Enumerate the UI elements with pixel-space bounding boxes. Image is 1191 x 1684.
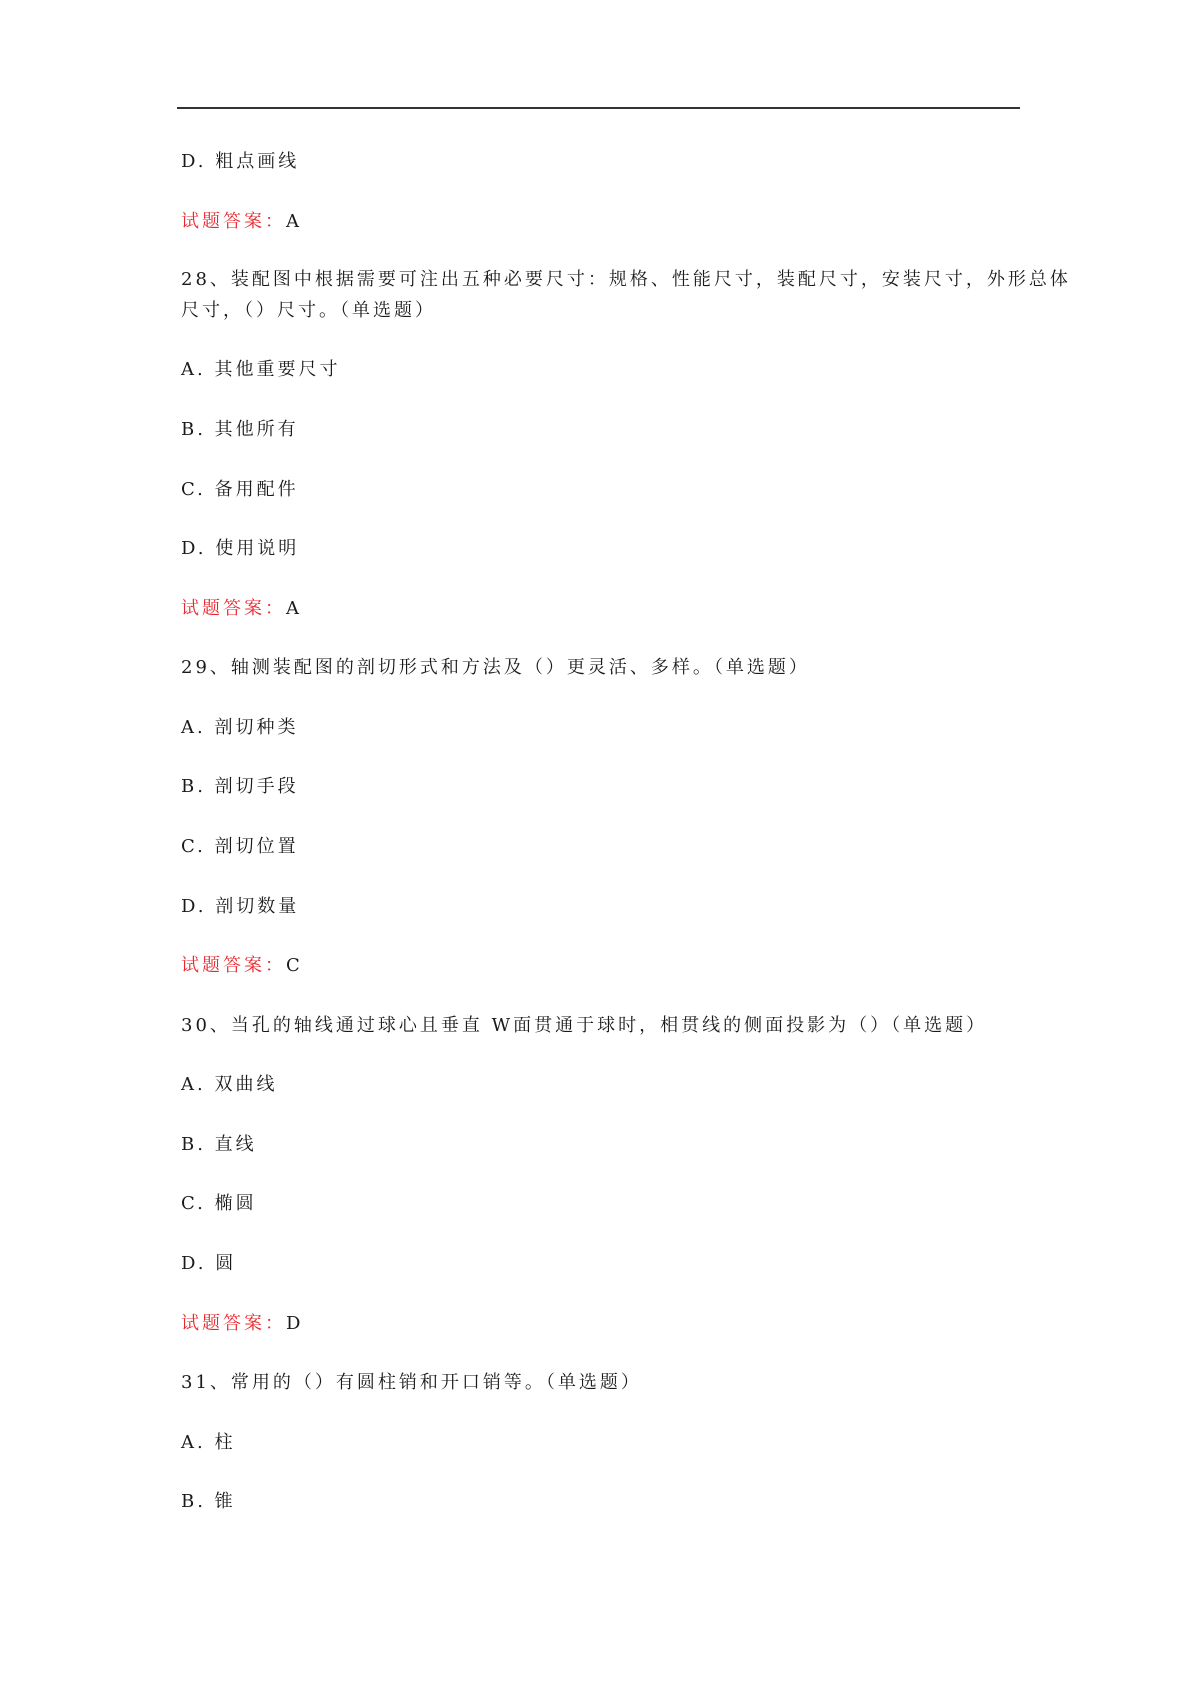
answer-label: 试题答案： <box>181 211 286 232</box>
option-line: B. 剖切手段 <box>181 776 299 797</box>
option-line: D. 剖切数量 <box>181 896 300 917</box>
answer-line <box>181 1312 303 1336</box>
option-line: B. 锥 <box>181 1491 236 1512</box>
option-line: B. 直线 <box>181 1134 257 1155</box>
option-line: A. 其他重要尺寸 <box>181 359 341 380</box>
answer-line <box>181 210 302 234</box>
question-line: 28、装配图中根据需要可注出五种必要尺寸：规格、性能尺寸，装配尺寸，安装尺寸，外形总体 <box>181 269 1071 290</box>
option-line: B. 其他所有 <box>181 419 299 440</box>
question-line: 29、轴测装配图的剖切形式和方法及（）更灵活、多样。（单选题） <box>181 657 810 678</box>
answer-label: 试题答案： <box>181 955 286 976</box>
option-line: A. 剖切种类 <box>181 717 299 738</box>
answer-line <box>181 954 303 978</box>
option-line: D. 使用说明 <box>181 538 300 559</box>
option-line: D. 粗点画线 <box>181 151 300 172</box>
answer-value: A <box>286 211 302 232</box>
option-line: C. 剖切位置 <box>181 836 299 857</box>
question-line-continued: 尺寸，（）尺寸。（单选题） <box>181 300 436 321</box>
question-line: 31、常用的（）有圆柱销和开口销等。（单选题） <box>181 1372 642 1393</box>
option-line: D. 圆 <box>181 1253 237 1274</box>
answer-line <box>181 597 302 621</box>
option-line: C. 椭圆 <box>181 1193 257 1214</box>
option-line: C. 备用配件 <box>181 479 299 500</box>
header-rule <box>177 107 1020 109</box>
answer-value: C <box>286 955 303 976</box>
answer-value: A <box>286 598 302 619</box>
answer-label: 试题答案： <box>181 1313 286 1334</box>
option-line: A. 柱 <box>181 1432 236 1453</box>
answer-value: D <box>286 1313 304 1334</box>
question-line: 30、当孔的轴线通过球心且垂直 W面贯通于球时，相贯线的侧面投影为（）（单选题） <box>181 1015 988 1036</box>
option-line: A. 双曲线 <box>181 1074 278 1095</box>
answer-label: 试题答案： <box>181 598 286 619</box>
